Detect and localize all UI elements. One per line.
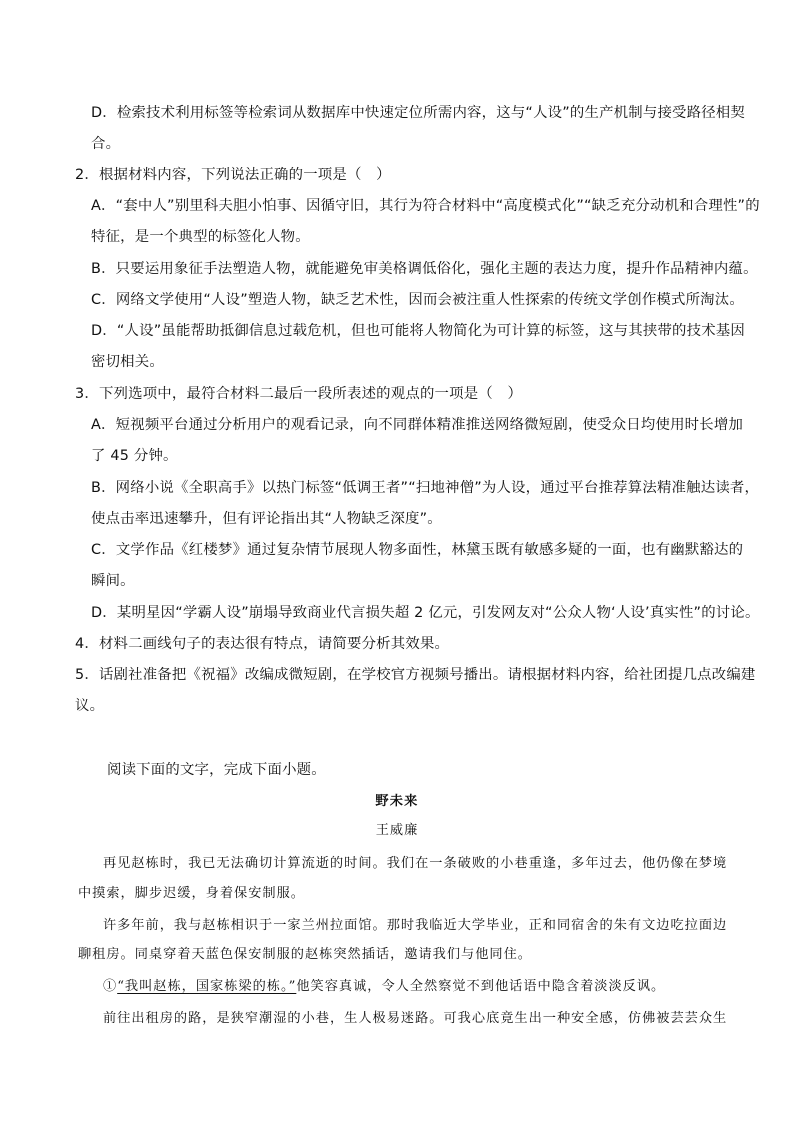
q4-stem: 4．材料二画线句子的表达很有特点，请简要分析其效果。 — [75, 636, 450, 652]
q3-option-a-line2: 了 45 分钟。 — [91, 448, 178, 464]
q3-stem: 3．下列选项中，最符合材料二最后一段所表述的观点的一项是（ ） — [75, 386, 523, 402]
story-paragraph-4-line1: 前往出租房的路，是狭窄潮湿的小巷，生人极易迷路。可我心底竟生出一种安全感，仿佛被芸芸众生 — [103, 1011, 728, 1026]
q1-option-d-line1: D．检索技术利用标签等检索词从数据库中快速定位所需内容，这与“人设”的生产机制与接受路径相契 — [91, 105, 745, 121]
paragraph-3-rest: 他笑容真诚，令人全然察觉不到他话语中隐含着淡淡反讽。 — [296, 979, 666, 994]
story-paragraph-2-line2: 聊租房。同桌穿着天蓝色保安制服的赵栋突然插话，邀请我们与他同住。 — [78, 947, 532, 962]
q2-option-a-line2: 特征，是一个典型的标签化人物。 — [91, 229, 310, 245]
story-paragraph-3 — [103, 978, 665, 996]
story-author: 王威廉 — [375, 823, 419, 838]
q2-option-d-line1: D．“人设”虽能帮助抵御信息过载危机，但也可能将人物简化为可计算的标签，这与其挟带的技术基因 — [91, 323, 745, 339]
q3-option-b-line1: B．网络小说《全职高手》以热门标签“低调王者”“扫地神僧”为人设，通过平台推荐算法精准触达读者， — [91, 480, 760, 496]
q2-option-a-line1: A．“套中人”别里科夫胆小怕事、因循守旧，其行为符合材料中“高度模式化”“缺乏充分动机和合理性”的 — [91, 198, 760, 214]
story-paragraph-1-line2: 中摸索，脚步迟缓，身着保安制服。 — [78, 886, 305, 901]
underlined-sentence: “我叫赵栋，国家栋梁的栋。” — [117, 979, 297, 994]
q5-stem-line1: 5．话剧社准备把《祝福》改编成微短剧，在学校官方视频号播出。请根据材料内容，给社团提几点改编建 — [75, 667, 756, 683]
q3-option-c-line1: C．文学作品《红楼梦》通过复杂情节展现人物多面性，林黛玉既有敏感多疑的一面，也有幽默豁达的 — [91, 542, 744, 558]
story-title: 野未来 — [375, 794, 419, 809]
q1-option-d-line2: 合。 — [91, 136, 121, 152]
q2-option-b-line1: B．只要运用象征手法塑造人物，就能避免审美格调低俗化，强化主题的表达力度，提升作品精神内蕴。 — [91, 261, 758, 277]
q2-option-c-line1: C．网络文学使用“人设”塑造人物，缺乏艺术性，因而会被注重人性探索的传统文学创作模式所淘汰。 — [91, 292, 744, 308]
q2-stem: 2．根据材料内容，下列说法正确的一项是（ ） — [75, 167, 391, 183]
q3-option-b-line2: 使点击率迅速攀升，但有评论指出其“人物缺乏深度”。 — [91, 511, 442, 527]
q5-stem-line2: 议。 — [75, 698, 105, 714]
story-paragraph-2-line1: 许多年前，我与赵栋相识于一家兰州拉面馆。那时我临近大学毕业，正和同宿舍的朱有文边吃拉面边 — [103, 918, 728, 933]
sentence-marker: ① — [103, 979, 118, 994]
q3-option-c-line2: 瞬间。 — [91, 573, 135, 589]
reading-instruction: 阅读下面的文字，完成下面小题。 — [107, 762, 326, 778]
q3-option-d-line1: D．某明星因“学霸人设”崩塌导致商业代言损失超 2 亿元，引发网友对“公众人物‘人设’真实性”的讨论。 — [91, 605, 760, 621]
story-paragraph-1-line1: 再见赵栋时，我已无法确切计算流逝的时间。我们在一条破败的小巷重逢，多年过去，他仍像在梦境 — [103, 856, 728, 871]
q3-option-a-line1: A．短视频平台通过分析用户的观看记录，向不同群体精准推送网络微短剧，使受众日均使用时长增加 — [91, 417, 744, 433]
q2-option-d-line2: 密切相关。 — [91, 354, 164, 370]
